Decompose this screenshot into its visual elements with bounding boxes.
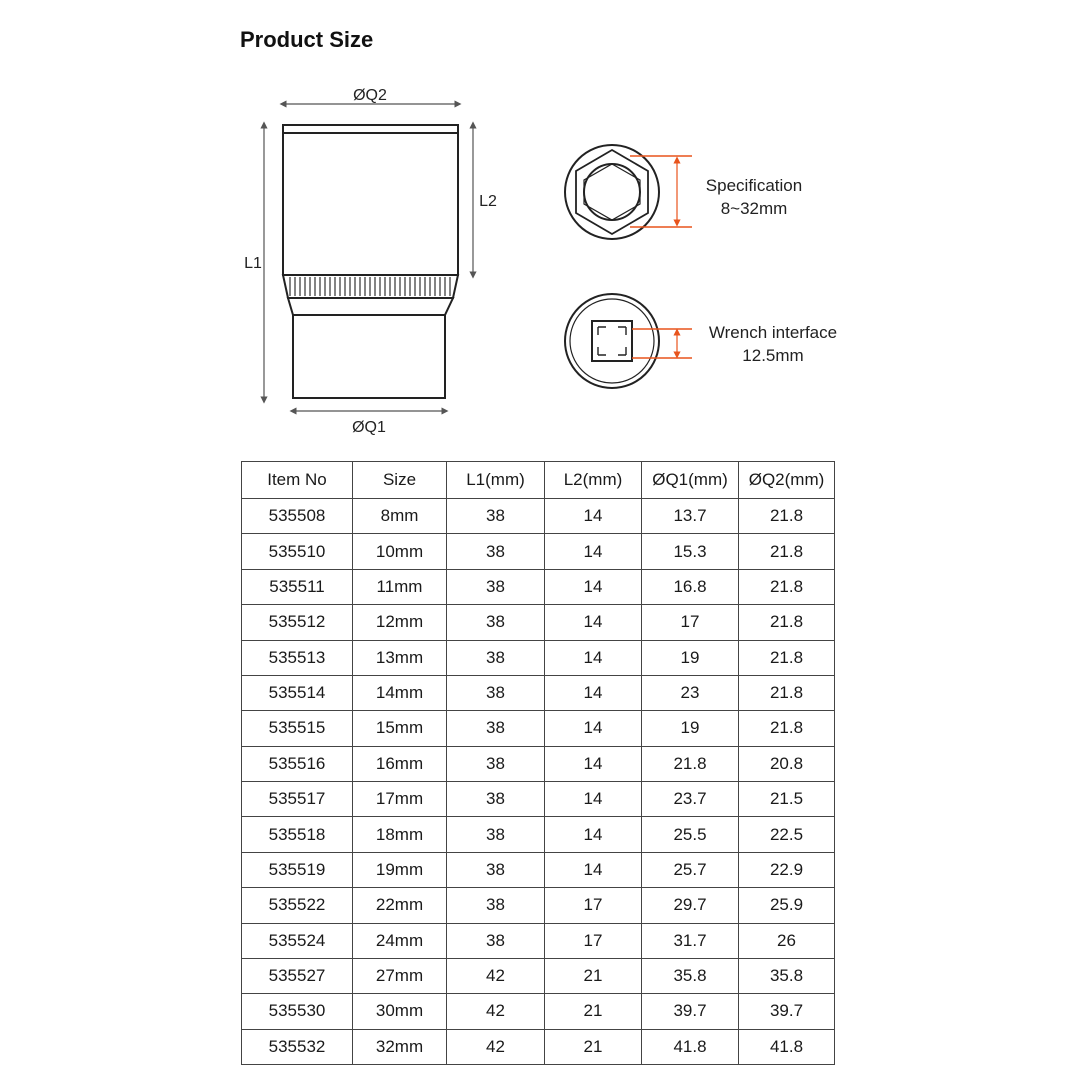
header-q2: ØQ2(mm) [739,462,835,499]
cell-q2: 20.8 [739,746,835,781]
cell-q1: 39.7 [642,994,739,1029]
cell-q1: 21.8 [642,746,739,781]
cell-item-no: 535532 [242,1029,353,1064]
cell-q2: 21.8 [739,569,835,604]
cell-size: 15mm [353,711,447,746]
cell-item-no: 535515 [242,711,353,746]
table-row [242,852,835,887]
size-table [241,461,835,1065]
table-row [242,782,835,817]
cell-q2: 35.8 [739,958,835,993]
table-row [242,605,835,640]
cell-q2: 25.9 [739,888,835,923]
socket-side-view [283,125,458,398]
cell-item-no: 535524 [242,923,353,958]
table-row [242,958,835,993]
table-row [242,746,835,781]
cell-l1: 42 [447,958,545,993]
cell-l2: 17 [545,923,642,958]
cell-l2: 14 [545,499,642,534]
header-size: Size [353,462,447,499]
cell-q2: 21.8 [739,605,835,640]
cell-l2: 21 [545,1029,642,1064]
cell-size: 14mm [353,675,447,710]
cell-l1: 42 [447,994,545,1029]
wrench-title: Wrench interface [708,323,838,342]
cell-q1: 25.5 [642,817,739,852]
cell-q1: 23 [642,675,739,710]
cell-size: 24mm [353,923,447,958]
cell-l1: 38 [447,640,545,675]
cell-size: 30mm [353,994,447,1029]
cell-l1: 42 [447,1029,545,1064]
cell-item-no: 535522 [242,888,353,923]
cell-item-no: 535512 [242,605,353,640]
cell-q1: 16.8 [642,569,739,604]
table-row [242,569,835,604]
header-l1: L1(mm) [447,462,545,499]
cell-q1: 31.7 [642,923,739,958]
cell-l1: 38 [447,746,545,781]
cell-q2: 39.7 [739,994,835,1029]
dimension-l1 [244,125,264,400]
cell-item-no: 535513 [242,640,353,675]
square-drive-icon [565,294,659,388]
cell-q1: 41.8 [642,1029,739,1064]
table-row [242,499,835,534]
table-body [242,499,835,1065]
table-header-row [242,462,835,499]
cell-q2: 21.8 [739,640,835,675]
spec-value: 8~32mm [720,199,788,218]
cell-item-no: 535518 [242,817,353,852]
cell-size: 10mm [353,534,447,569]
cell-item-no: 535519 [242,852,353,887]
cell-size: 22mm [353,888,447,923]
wrench-value: 12.5mm [742,346,804,365]
table-row [242,994,835,1029]
cell-l2: 14 [545,746,642,781]
cell-size: 18mm [353,817,447,852]
cell-q2: 41.8 [739,1029,835,1064]
cell-l2: 14 [545,534,642,569]
dimension-q1 [293,411,445,436]
cell-size: 8mm [353,499,447,534]
cell-q1: 17 [642,605,739,640]
cell-l1: 38 [447,605,545,640]
label-l1: L1 [244,255,262,272]
cell-q2: 26 [739,923,835,958]
cell-l1: 38 [447,923,545,958]
table-row [242,888,835,923]
cell-item-no: 535514 [242,675,353,710]
knurl-pattern [290,277,450,296]
table-row [242,817,835,852]
cell-size: 19mm [353,852,447,887]
cell-l2: 21 [545,994,642,1029]
cell-q2: 21.8 [739,675,835,710]
cell-item-no: 535530 [242,994,353,1029]
table-row [242,1029,835,1064]
table-row [242,711,835,746]
cell-q1: 15.3 [642,534,739,569]
cell-size: 32mm [353,1029,447,1064]
cell-l2: 17 [545,888,642,923]
cell-q2: 22.9 [739,852,835,887]
cell-size: 11mm [353,569,447,604]
cell-q2: 22.5 [739,817,835,852]
cell-l1: 38 [447,782,545,817]
header-item-no: Item No [242,462,353,499]
cell-q1: 19 [642,640,739,675]
cell-q1: 23.7 [642,782,739,817]
cell-l2: 21 [545,958,642,993]
table-row [242,534,835,569]
cell-l2: 14 [545,711,642,746]
cell-q2: 21.8 [739,499,835,534]
cell-q1: 29.7 [642,888,739,923]
cell-item-no: 535517 [242,782,353,817]
cell-l2: 14 [545,640,642,675]
cell-item-no: 535510 [242,534,353,569]
spec-title: Specification [705,176,803,195]
cell-l2: 14 [545,675,642,710]
cell-size: 12mm [353,605,447,640]
cell-q1: 25.7 [642,852,739,887]
cell-q2: 21.5 [739,782,835,817]
wrench-dimension [632,323,837,365]
label-q2: ØQ2 [353,87,387,104]
dimension-l2 [473,125,497,275]
table-row [242,675,835,710]
cell-q2: 21.8 [739,711,835,746]
cell-l2: 14 [545,782,642,817]
cell-l1: 38 [447,852,545,887]
header-l2: L2(mm) [545,462,642,499]
cell-l1: 38 [447,888,545,923]
cell-size: 27mm [353,958,447,993]
table-row [242,923,835,958]
cell-item-no: 535516 [242,746,353,781]
cell-q1: 13.7 [642,499,739,534]
cell-q2: 21.8 [739,534,835,569]
cell-q1: 19 [642,711,739,746]
cell-l1: 38 [447,711,545,746]
cell-l2: 14 [545,605,642,640]
socket-dimension-drawing [0,0,1080,460]
cell-l2: 14 [545,852,642,887]
table-row [242,640,835,675]
cell-l1: 38 [447,675,545,710]
cell-size: 17mm [353,782,447,817]
cell-l1: 38 [447,499,545,534]
hex-opening-icon [565,145,659,239]
cell-l1: 38 [447,817,545,852]
cell-size: 16mm [353,746,447,781]
page-title: Product Size [240,27,374,52]
cell-l1: 38 [447,534,545,569]
label-q1: ØQ1 [352,419,386,436]
cell-item-no: 535527 [242,958,353,993]
label-l2: L2 [479,193,497,210]
cell-q1: 35.8 [642,958,739,993]
header-q1: ØQ1(mm) [642,462,739,499]
cell-size: 13mm [353,640,447,675]
cell-l2: 14 [545,569,642,604]
cell-l1: 38 [447,569,545,604]
dimension-q2 [283,87,458,104]
spec-dimension [630,156,802,227]
cell-l2: 14 [545,817,642,852]
cell-item-no: 535511 [242,569,353,604]
cell-item-no: 535508 [242,499,353,534]
